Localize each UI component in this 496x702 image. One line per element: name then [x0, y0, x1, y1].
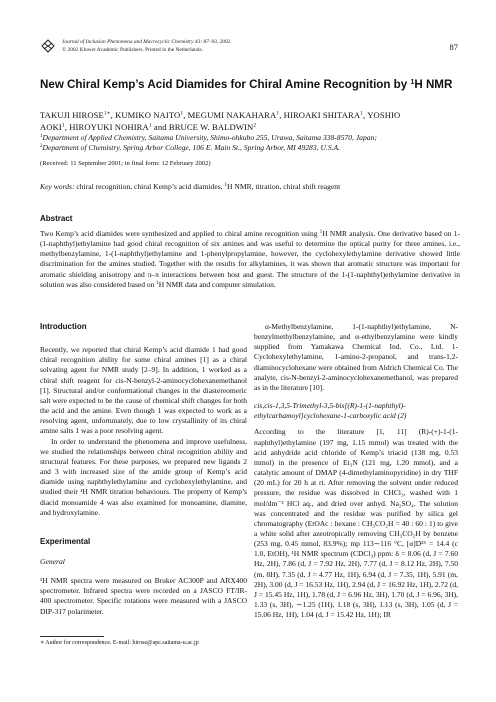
footnote: ∗ Author for correspondence. E-mail: hirose@apc.saitama-u.ac.jp: [40, 640, 199, 646]
title-superscript: 1: [410, 79, 415, 86]
footnote-divider: [40, 636, 104, 637]
paper-title: [40, 78, 460, 92]
keywords-text: H NMR, titration, chiral shift reagent: [226, 182, 341, 191]
abstract-heading: Abstract: [40, 214, 73, 223]
compound-title: cis,cis-1,3,5-Trimethyl-3,5-bis[(R)-1-(1-naphthyl)-ethylcarbamoyl]cyclohexane-1-carboxylic acid (2): [254, 401, 407, 421]
affiliation-1: Department of Applied Chemistry, Saitama University, Shimo-ohkubo 255, Urawa, Saitama 338-8570, Japan;: [42, 133, 377, 142]
intro-paragraph-2: In order to understand the phenomena and improve usefulness, we studied the relationships between chiral recognition ability and structural features. For these purposes, we prepared new ligands 2 and 3 with increased size of the amide group of Kemp’s acid diamide using naphthylethylamine and cyclohexylethylamine, and studied their ¹H NMR titration behaviours. The property of Kemp’s diacid monoamide 4 was also examined for monoamine, diamine, and hydroxylamine.: [40, 436, 247, 517]
abstract-sup: 1: [319, 230, 323, 235]
abstract-text: H NMR data and computer simulation.: [158, 279, 276, 289]
author-affil-mark: 1: [360, 110, 364, 117]
author-name: and BRUCE W. BALDWIN: [151, 121, 254, 132]
left-column: [40, 322, 247, 617]
author-affil-mark: 1: [148, 122, 152, 128]
author-list: [40, 110, 460, 133]
abstract-text: H NMR analysis. One derivative based on 1-(1-naphthyl)ethylamine had good chiral recognition of six amines and was useful to determine the optical purity for three amines, i.e., methylbenzylamine, 1-(1-naphthyl)ethylamine and 1-phenylpropylamine, however, the cyclohexylethylamine derivative showed little discrimination for the amines studied. Together with the results for alkylamines, it was shown that aromatic structure was important for aromatic shielding anisotropy and π–π interactions between host and guest. The structure of the 1-(1-naphthyl)ethylamine derivative in solution was also considered based on: [40, 229, 460, 289]
author-name: , KUMIKO NAITO: [110, 110, 181, 120]
author-affil-mark: 1: [276, 110, 280, 117]
abstract-sup: 1: [156, 280, 159, 286]
affil-mark: 2: [40, 144, 43, 149]
affiliations: [40, 133, 460, 153]
author-name: , YOSHIO: [363, 110, 401, 120]
general-heading: General: [40, 556, 65, 566]
author-name: AOKI: [40, 121, 62, 132]
right-column: [254, 322, 458, 620]
abstract-text: Two Kemp’s acid diamides were synthesized and applied to chiral amine recognition using: [40, 229, 320, 238]
affil-mark: 1: [40, 134, 43, 139]
author-name: TAKUJI HIROSE: [40, 110, 104, 120]
affiliation-2: Department of Chemistry, Spring Arbor College, 106 E. Main St., Spring Arbor, MI 49283, U.S.A.: [42, 143, 341, 152]
title-text: New Chiral Kemp’s Acid Diamides for Chiral Amine Recognition by: [40, 78, 408, 91]
publisher-logo: [40, 39, 56, 53]
introduction-heading: Introduction: [40, 322, 87, 331]
author-affil-mark: 2: [253, 122, 257, 128]
author-affil-mark: 1∗: [103, 110, 111, 117]
materials-paragraph: α-Methylbenzylamine, 1-(1-naphthyl)ethylamine, N-benzylmethylbenzylamine, and α-ethylbenzylamine were kindly supplied from Yamakawa Chemical Ind. Co., Ltd. 1-Cyclohexylethylamine, 1-amino-2-propanol, and trans-1,2-diaminocyclohexane were obtained from Aldrich Chemical Co. The analyte, cis-N-benzyl-2-aminocyclohexanemethanol, was prepared as in the literature [10].: [254, 322, 458, 392]
journal-info: [62, 39, 362, 54]
author-name: , HIROAKI SHITARA: [279, 110, 361, 120]
author-affil-mark: 1: [61, 122, 65, 128]
abstract-body: [40, 229, 460, 290]
synthesis-paragraph: According to the literature [1, 11] (R)-(+)-1-(1-naphthyl)ethylamine (197 mg, 1.15 mmol) was treated with the acid anhydride acid chloride of Kemp’s triacid (138 mg, 0.53 mmol) in the presence of Et₃N (121 mg, 1.20 mmol), and a catalytic amount of DMAP (4-dimethylaminopyridine) in dry THF (20 mL) for 20 h at rt. After removing the solvent under reduced pressure, the residue was dissolved in CHCl₃, washed with 1 mol/dm⁻³ HCl aq., and dried over anhyd. Na₂SO₄. The solution was concentrated and the residue was purified by silica gel chromatography (EtOAc : hexane : CH₃CO₂H = 40 : 60 : 1) to give a white solid after azeotropically removing CH₃CO₂H by benzene (253 mg, 0.45 mmol, 83.9%); mp 113∼116 °C, [α]D²⁵ = 14.4 (c 1.0, EtOH), ¹H NMR spectrum (CDCl₃) ppm: δ = 8.06 (d, J = 7.60 Hz, 2H), 7.86 (d, J = 7.92 Hz, 2H), 7.77 (d, J = 8.12 Hz, 2H), 7.50 (m, 8H), 7.35 (d, J = 4.77 Hz, 1H), 6.94 (d, J = 7.35, 1H), 5.91 (m, 2H), 3.00 (d, J = 16.53 Hz, 1H), 2.94 (d, J = 16.92 Hz, 1H), 2.72 (d, J = 15.45 Hz, 1H), 1.78 (d, J = 6.96 Hz, 3H), 1.70 (d, J = 6.96, 3H), 1.33 (s, 3H), ∼1.25 (1H), 1.18 (s, 3H), 1.13 (s, 3H), 1.05 (d, J = 15.06 Hz, 1H), 1.04 (d, J = 15.42 Hz, 1H); IR: [254, 427, 458, 620]
intro-paragraph-1: Recently, we reported that chiral Kemp’s acid diamide 1 had good chiral recognition ability for some chiral amines [1] as a chiral solvating agent for NMR study [2–9]. In addition, 1 worked as a chiral shift reagent for cis-N-benzyl-2-aminocyclohexanemethanol [1]. Structural and/or conformational changes in the diastereomeric salt were expected to be the cause of chemical shift changes for both the acid and the amine. Even though 1 was expected to work as a resolving agent, unfortunately, due to low crystallinity of its chiral amine salts 1 was a poor resolving agent.: [40, 345, 247, 436]
title-tail: H NMR: [414, 78, 453, 91]
received-dates: (Received: 11 September 2001; in final form: 12 February 2002): [40, 160, 211, 167]
general-paragraph: ¹H NMR spectra were measured on Bruker AC300P and ARX400 spectrometer. Infrared spectra were recorded on a JASCO FT/IR-400 spectrometer. Specific rotations were measured with a JASCO DIP-317 polarimeter.: [40, 576, 247, 616]
keywords: [40, 182, 460, 192]
author-name: , HIROYUKI NOHIRA: [64, 121, 149, 132]
page-number: 87: [449, 42, 458, 52]
keywords-sup: 1: [224, 183, 227, 188]
author-affil-mark: 1: [180, 110, 184, 117]
copyright-line: © 2002 Kluwer Academic Publishers. Printed in the Netherlands.: [62, 46, 203, 53]
keywords-label: Key words:: [40, 182, 75, 191]
experimental-heading: Experimental: [40, 536, 91, 546]
keywords-text: chiral recognition, chiral Kemp’s acid diamides,: [74, 182, 225, 191]
author-name: , MEGUMI NAKAHARA: [183, 110, 277, 120]
journal-citation: Journal of Inclusion Phenomena and Macrocyclic Chemistry 43: 87–93, 2002.: [62, 39, 232, 45]
